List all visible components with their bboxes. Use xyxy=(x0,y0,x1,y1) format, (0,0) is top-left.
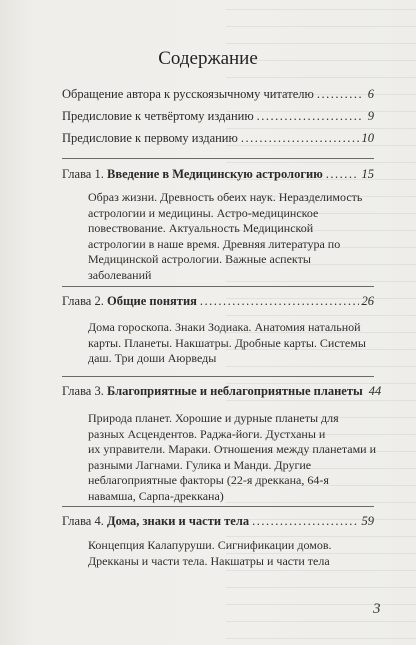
leader-dots xyxy=(257,109,361,124)
chapter-title: Дома, знаки и части тела xyxy=(106,514,250,528)
toc-entry xyxy=(62,87,374,102)
summary-line: астрологии и медицины. Астро-медицинское xyxy=(88,205,319,220)
toc-entry-title: Обращение автора к русскоязычному читателю xyxy=(62,87,314,101)
summary-line: даш. Три доши Аюрведы xyxy=(88,351,217,365)
summary-line: неблагоприятные факторы (22-я дреккана, 64-я xyxy=(88,473,329,487)
chapter-heading xyxy=(62,294,374,309)
section-rule xyxy=(62,158,374,159)
leader-dots xyxy=(317,87,361,102)
page-title: Содержание xyxy=(158,48,258,69)
summary-line: их управители. Мараки. Отношения между планетами и xyxy=(88,442,377,456)
toc-entry-title: Предисловие к четвёртому изданию xyxy=(62,109,254,123)
chapter-prefix: Глава 2. xyxy=(62,294,104,308)
toc-entry-title: Предисловие к первому изданию xyxy=(62,131,238,145)
chapter-summary xyxy=(88,538,378,569)
summary-line: карты. Планеты. Накшатры. Дробные карты. Системы xyxy=(88,335,366,350)
chapter-summary xyxy=(88,190,378,283)
chapter-title: Введение в Медицинскую астрологию xyxy=(106,167,323,181)
chapter-page: 59 xyxy=(361,514,374,528)
chapter-heading xyxy=(62,514,374,529)
summary-line: повествование. Актуальность Медицинской xyxy=(88,221,314,235)
toc-entry-page: 10 xyxy=(361,131,374,145)
chapter-label xyxy=(62,514,249,529)
chapter-summary xyxy=(88,411,378,504)
summary-line: Образ жизни. Древность обеих наук. Неразделимость xyxy=(88,190,363,204)
chapter-page: 15 xyxy=(361,167,374,181)
chapter-title: Благоприятные и неблагоприятные планеты xyxy=(106,384,363,398)
toc-entry xyxy=(62,131,374,146)
summary-line: Природа планет. Хорошие и дурные планеты для xyxy=(88,411,339,425)
section-rule xyxy=(62,286,374,287)
page-number: 3 xyxy=(373,601,381,617)
chapter-prefix: Глава 3. xyxy=(62,384,104,398)
summary-line: заболеваний xyxy=(88,267,152,282)
chapter-heading xyxy=(62,167,374,182)
summary-line: Дома гороскопа. Знаки Зодиака. Анатомия натальной xyxy=(88,320,361,334)
toc-entry-page: 6 xyxy=(367,87,374,101)
summary-line: астрологии в наше время. Древняя литература по xyxy=(88,236,341,251)
leader-dots xyxy=(200,294,359,309)
chapter-title: Общие понятия xyxy=(106,294,197,308)
summary-line: разными Лагнами. Гулика и Манди. Другие xyxy=(88,457,312,472)
chapter-label xyxy=(62,294,197,309)
summary-line: Медицинской астрологии. Важные аспекты xyxy=(88,252,311,266)
leader-dots xyxy=(326,167,359,182)
summary-line: Дрекканы и части тела. Накшатры и части тела xyxy=(88,553,330,568)
chapter-page: 26 xyxy=(361,294,374,308)
section-rule xyxy=(62,506,374,507)
chapter-heading xyxy=(62,384,382,399)
leader-dots xyxy=(241,131,359,146)
summary-line: разных Асцендентов. Раджа-йоги. Дустханы и xyxy=(88,426,326,441)
leader-dots xyxy=(252,514,358,529)
chapter-summary xyxy=(88,320,378,367)
chapter-label xyxy=(62,384,363,399)
chapter-prefix: Глава 4. xyxy=(62,514,104,528)
toc-entry xyxy=(62,109,374,124)
chapter-label xyxy=(62,167,323,182)
summary-line: Концепция Калапуруши. Сигнификации домов. xyxy=(88,538,332,552)
chapter-page: 44 xyxy=(368,384,382,398)
chapter-prefix: Глава 1. xyxy=(62,167,104,181)
summary-line: навамша, Сарпа-дреккана) xyxy=(88,488,224,503)
toc-entry-page: 9 xyxy=(367,109,374,123)
section-rule xyxy=(62,376,374,377)
